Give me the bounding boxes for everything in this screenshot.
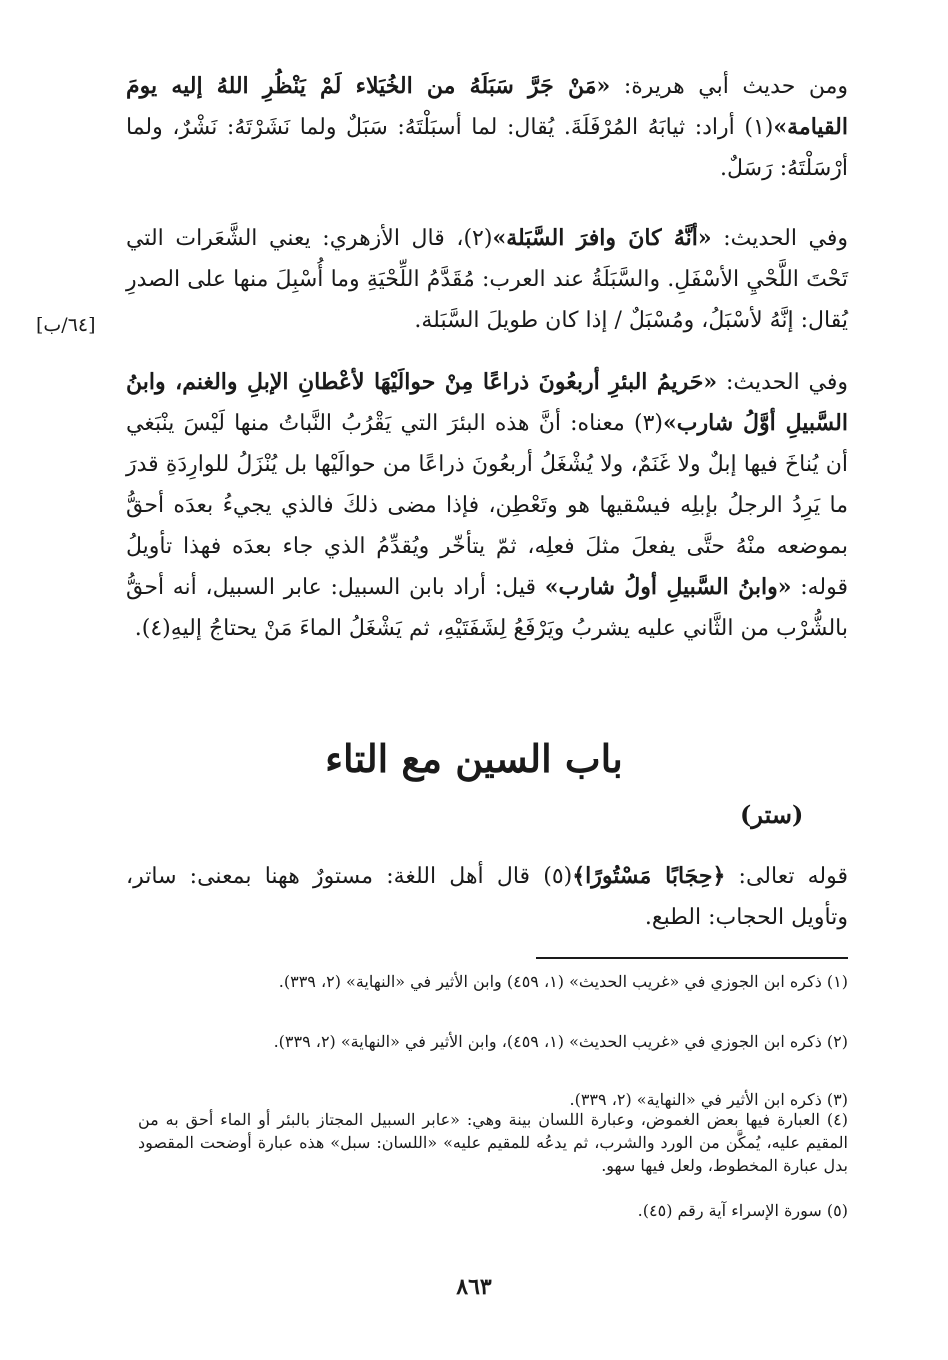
manuscript-folio-marker: [٦٤/ب]	[36, 314, 96, 336]
paragraph-sabala-hadith	[126, 218, 848, 341]
paragraph-text: ومن حديث أبي هريرة:	[610, 74, 849, 99]
footnote: (٣) ذكره ابن الأثير في «النهاية» (٢، ٣٣٩).	[569, 1090, 848, 1109]
paragraph-text: (٥) قال أهل اللغة: مستورٌ ههنا بمعنى: ساتر، وتأويل الحجاب: الطبع.	[126, 864, 848, 930]
footnote: (١) ذكره ابن الجوزي في «غريب الحديث» (١، ٤٥٩) وابن الأثير في «النهاية» (٢، ٣٣٩).	[278, 972, 848, 991]
chapter-heading: باب السين مع التاء	[325, 736, 623, 781]
hadith-quote: «وابنُ السَّبيلِ أولُ شارب»	[544, 574, 792, 600]
paragraph-text: وفي الحديث:	[717, 370, 848, 395]
paragraph-text: وفي الحديث:	[711, 226, 849, 251]
paragraph-well-hadith	[126, 362, 848, 649]
paragraph-text: (٢)، قال الأزهري: يعني الشَّعَرات التي تَحْتَ اللَّحْيِ الأسْفَلِ. والسَّبَلَةُ عند العرب: مُقَدَّمُ اللِّحْيَةِ وما أُسْبِلَ منها على الصدرِ يُقال: إنَّهُ لأسْبَلُ، ومُسْبَلٌ / إذا كان طويلَ السَّبَلة.	[126, 226, 848, 333]
paragraph-text: قيل: أراد بابن السبيل: عابر السبيل، أنه أحقُّ بالشُّرْب من الثَّاني عليه يشربُ ويَرْفَعُ لِشَفَتَيْهِ، ثم يَشْغَلُ الماءَ مَنْ يحتاجُ إليهِ(٤).	[126, 575, 848, 641]
footnote: (٤) العبارة فيها بعض الغموض، وعبارة اللسان بينة وهي: «عابر السبيل المجتاز بالبئر أو الماء أحق به من المقيم عليه، يُمكَّن من الورد والشرب، ثم يدعُه للمقيم عليه» «اللسان: سبل» هذه عبارة أوضحت المقصود بدل عبارة المخطوط، ولعل فيها سهو.	[138, 1110, 848, 1175]
paragraph-sabal-hadith	[126, 66, 848, 189]
page-number: ٨٦٣	[456, 1274, 492, 1300]
hadith-quote: «حَريمُ البئرِ أربعُونَ ذراعًا مِنْ حوالَيْهَا لأعْطانِ الإبلِ والغنم، وابنُ السَّبيلِ أوَّلُ شارب»	[126, 369, 848, 436]
hadith-quote: «أنَّهُ كانَ وافرَ السَّبَلة»	[492, 225, 712, 251]
paragraph-text: (١) أراد: ثيابَهُ المُرْفَلَةَ. يُقال: لما أسبَلْتَهُ: سَبَلٌ ولما نَشَرْتَهُ: نَشْرٌ، ولما أرْسَلْتَهُ: رَسَلٌ.	[126, 115, 848, 181]
paragraph-text: قوله تعالى:	[725, 864, 849, 889]
footnote: (٥) سورة الإسراء آية رقم (٤٥).	[637, 1201, 848, 1220]
paragraph-text: (٣) معناه: أنَّ هذه البئرَ التي يَقْرُبُ النَّباتُ منها لَيْسَ ينْبَغي أن يُناخَ فيها إبلٌ ولا غَنَمٌ، ولا يُشْغَلُ أربعُونَ ذراعًا من حوالَيْها بل يُنْزَلُ للوارِدَةِ قدرَ ما يَرِدُ الرجلُ بإبلِه فيسْقيها هو وتَعْطِن، فإذا مضى ذلكَ فالذي يجيءُ بعدَه أحقُّ بموضعه منْهُ حتَّى يفعلَ مثلَ فعلِه، ثمّ يتأخّر ويُقدِّمُ الذي جاء بعدَه فهذا تأويلُ قوله:	[126, 411, 848, 600]
quran-quote: ﴿حِجَابًا مَسْتُورًا﴾	[572, 863, 726, 889]
hadith-quote: «مَنْ جَرَّ سَبَلَهُ من الخُيَلاء لَمْ يَنْظُرِ اللهُ إليه يومَ القيامة»	[126, 73, 848, 140]
footnote: (٢) ذكره ابن الجوزي في «غريب الحديث» (١، ٤٥٩)، وابن الأثير في «النهاية» (٢، ٣٣٩).	[273, 1032, 848, 1051]
paragraph-quran-verse	[126, 856, 848, 938]
root-entry-heading: (ستر)	[740, 800, 804, 829]
footnote-divider	[536, 957, 848, 959]
